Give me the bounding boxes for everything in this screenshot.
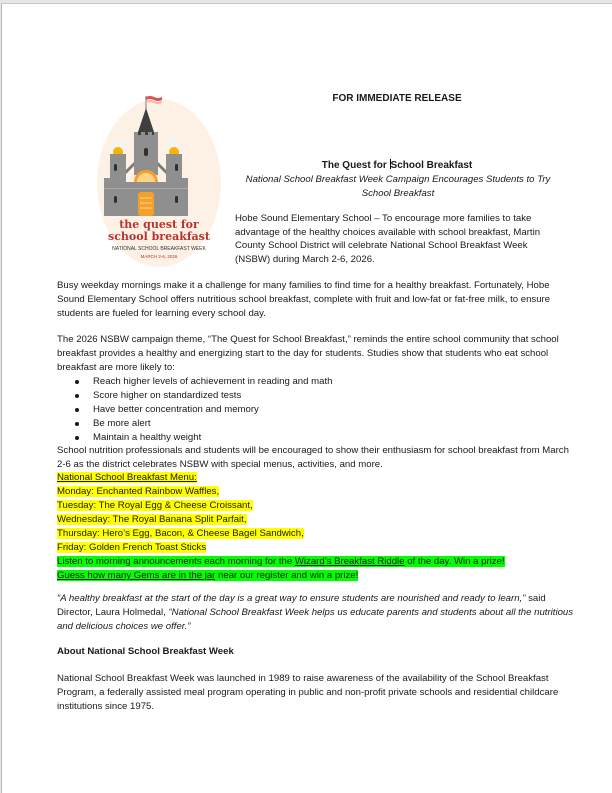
announcement-line-2: Guess how many Gems are in the jar near our register and win a prize! xyxy=(57,570,359,581)
subtitle: National School Breakfast Week Campaign Encourages Students to Try School Breakfast xyxy=(245,174,551,199)
wizard-riddle-link[interactable]: Wizard’s Breakfast Riddle xyxy=(294,556,405,567)
list-item: Maintain a healthy weight xyxy=(57,431,577,445)
menu-item-tuesday: Tuesday: The Royal Egg & Cheese Croissant, xyxy=(57,500,253,511)
document-page xyxy=(1,3,612,793)
bullet-icon xyxy=(75,394,79,398)
bullet-icon xyxy=(75,408,79,412)
director-quote xyxy=(57,592,577,634)
paragraph-enthusiasm: School nutrition professionals and students will be encouraged to show their enthusiasm for school breakfast from March 2-6 as the district celebrates NSBW with special menus, activities, and more. xyxy=(57,445,569,470)
bullet-icon xyxy=(75,422,79,426)
paragraph-busy-mornings: Busy weekday mornings make it a challenge for many families to find time for a healthy breakfast. Fortunately, Hobe Sound Elementary School offers nutritious school breakfast, complete with fruit and low-fat or fat-free milk, to ensure students are fueled for learning every school day. xyxy=(57,280,551,319)
list-item: Reach higher levels of achievement in reading and math xyxy=(57,375,577,389)
announcement-line-1: Listen to morning announcements each morning for the Wizard’s Breakfast Riddle of the day. Win a prize! xyxy=(57,556,505,567)
svg-text:NATIONAL SCHOOL BREAKFAST WEEK: NATIONAL SCHOOL BREAKFAST WEEK xyxy=(112,246,206,252)
quest-for-school-breakfast-logo xyxy=(94,88,224,268)
benefits-list xyxy=(57,375,577,445)
menu-item-monday: Monday: Enchanted Rainbow Waffles, xyxy=(57,486,220,497)
list-item: Score higher on standardized tests xyxy=(57,389,577,403)
about-paragraph: National School Breakfast Week was launched in 1989 to raise awareness of the availability of the School Breakfast Program, a federally assisted meal program operating in public and non-profit private schools and residential childcare institutions since 1975. xyxy=(57,673,559,712)
bullet-icon xyxy=(75,436,79,440)
page-title xyxy=(232,159,562,171)
about-heading: About National School Breakfast Week xyxy=(57,646,234,657)
castle-logo-icon xyxy=(94,88,224,268)
title-part-1: The Quest for xyxy=(321,160,390,171)
svg-text:school breakfast: school breakfast xyxy=(108,230,210,243)
menu-item-thursday: Thursday: Hero’s Egg, Bacon, & Cheese Bagel Sandwich, xyxy=(57,528,304,539)
breakfast-menu xyxy=(57,471,577,583)
list-item: Have better concentration and memory xyxy=(57,403,577,417)
svg-text:the quest for: the quest for xyxy=(119,218,199,231)
menu-item-friday: Friday: Golden French Toast Sticks xyxy=(57,542,207,553)
bullet-icon xyxy=(75,380,79,384)
list-item: Be more alert xyxy=(57,417,577,431)
release-label: FOR IMMEDIATE RELEASE xyxy=(332,93,462,104)
quote-attribution: said Director, Laura Holmedal, xyxy=(57,593,546,618)
gems-jar-link[interactable]: Guess how many Gems are in the jar xyxy=(57,570,216,581)
paragraph-campaign-theme: The 2026 NSBW campaign theme, “The Quest for School Breakfast,” reminds the entire school community that school breakfast provides a healthy and energizing start to the day for students. Studies show that students who eat school breakfast are more likely to: xyxy=(57,334,559,373)
quote-part-2: “National School Breakfast Week helps us educate parents and students about all the nutritious and delicious choices we offer.” xyxy=(57,607,574,632)
menu-heading: National School Breakfast Menu: xyxy=(57,472,197,483)
svg-text:MARCH 2-6, 2026: MARCH 2-6, 2026 xyxy=(140,254,178,259)
quote-part-1: “A healthy breakfast at the start of the day is a great way to ensure students are nourished and ready to learn,” xyxy=(57,593,526,604)
menu-item-wednesday: Wednesday: The Royal Banana Split Parfait, xyxy=(57,514,247,525)
title-part-2: School Breakfast xyxy=(390,160,473,171)
intro-paragraph: Hobe Sound Elementary School – To encourage more families to take advantage of the healthy choices available with school breakfast, Martin County School District will celebrate National School Breakfast Week (NSBW) during March 2-6, 2026. xyxy=(235,213,541,265)
